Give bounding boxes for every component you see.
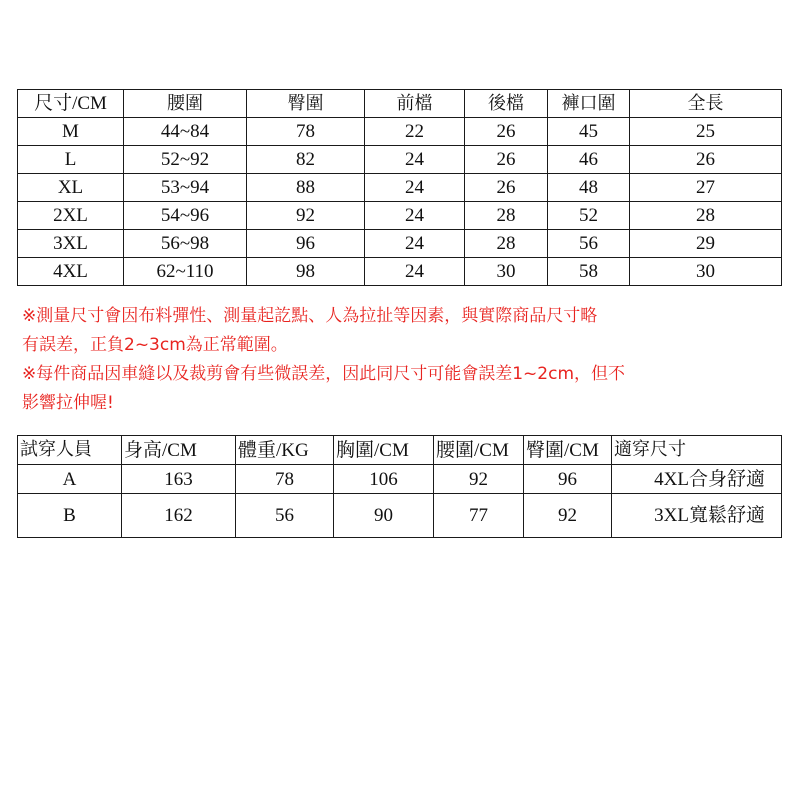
header-front-rise: 前檔 [365,90,465,118]
note-line: 有誤差，正負2~3cm為正常範圍。 [22,335,288,355]
back-rise-cell: 26 [465,118,548,146]
waist-cell: 77 [434,494,524,538]
header-back-rise: 後檔 [465,90,548,118]
back-rise-cell: 30 [465,258,548,286]
hip-cell: 96 [247,230,365,258]
front-rise-cell: 24 [365,258,465,286]
hip-cell: 82 [247,146,365,174]
trial-fit-table [17,435,782,538]
size-cell: L [18,146,124,174]
tester-cell: A [18,465,122,494]
size-chart-table [17,89,782,286]
header-height: 身高/CM [122,436,236,465]
table-row [18,465,782,494]
total-length-cell: 26 [630,146,782,174]
fit-size-cell: 4XL合身舒適 [612,465,782,494]
header-chest: 胸圍/CM [334,436,434,465]
back-rise-cell: 28 [465,202,548,230]
header-tester: 試穿人員 [18,436,122,465]
back-rise-cell: 26 [465,146,548,174]
tester-cell: B [18,494,122,538]
front-rise-cell: 24 [365,174,465,202]
height-cell: 162 [122,494,236,538]
front-rise-cell: 24 [365,146,465,174]
table-row [18,258,782,286]
chest-cell: 106 [334,465,434,494]
header-hip: 臀圍 [247,90,365,118]
weight-cell: 56 [236,494,334,538]
hip-cell: 96 [524,465,612,494]
waist-cell: 92 [434,465,524,494]
total-length-cell: 29 [630,230,782,258]
weight-cell: 78 [236,465,334,494]
leg-opening-cell: 56 [548,230,630,258]
table-row [18,118,782,146]
trial-header-row [18,436,782,465]
header-waist-cm: 腰圍/CM [434,436,524,465]
hip-cell: 78 [247,118,365,146]
hip-cell: 98 [247,258,365,286]
total-length-cell: 25 [630,118,782,146]
leg-opening-cell: 52 [548,202,630,230]
note-line: ※測量尺寸會因布料彈性、測量起訖點、人為拉扯等因素，與實際商品尺寸略 [22,306,598,326]
table-row [18,494,782,538]
header-waist: 腰圍 [124,90,247,118]
front-rise-cell: 24 [365,230,465,258]
note-line: ※每件商品因車縫以及裁剪會有些微誤差，因此同尺寸可能會誤差1~2cm，但不 [22,364,626,384]
total-length-cell: 27 [630,174,782,202]
leg-opening-cell: 48 [548,174,630,202]
waist-cell: 52~92 [124,146,247,174]
header-leg-opening: 褲口圍 [548,90,630,118]
waist-cell: 56~98 [124,230,247,258]
size-chart-header-row [18,90,782,118]
size-cell: M [18,118,124,146]
leg-opening-cell: 58 [548,258,630,286]
leg-opening-cell: 45 [548,118,630,146]
back-rise-cell: 28 [465,230,548,258]
hip-cell: 92 [524,494,612,538]
note-line: 影響拉伸喔! [22,393,114,413]
header-total-length: 全長 [630,90,782,118]
total-length-cell: 28 [630,202,782,230]
height-cell: 163 [122,465,236,494]
table-row [18,146,782,174]
header-fit-size: 適穿尺寸 [612,436,782,465]
front-rise-cell: 24 [365,202,465,230]
front-rise-cell: 22 [365,118,465,146]
waist-cell: 44~84 [124,118,247,146]
header-weight: 體重/KG [236,436,334,465]
fit-size-cell: 3XL寬鬆舒適 [612,494,782,538]
header-hip-cm: 臀圍/CM [524,436,612,465]
back-rise-cell: 26 [465,174,548,202]
waist-cell: 53~94 [124,174,247,202]
table-row [18,202,782,230]
size-cell: 3XL [18,230,124,258]
leg-opening-cell: 46 [548,146,630,174]
hip-cell: 88 [247,174,365,202]
hip-cell: 92 [247,202,365,230]
table-row [18,230,782,258]
waist-cell: 54~96 [124,202,247,230]
chest-cell: 90 [334,494,434,538]
header-size-cm: 尺寸/CM [18,90,124,118]
waist-cell: 62~110 [124,258,247,286]
size-cell: 2XL [18,202,124,230]
total-length-cell: 30 [630,258,782,286]
size-cell: 4XL [18,258,124,286]
table-row [18,174,782,202]
size-cell: XL [18,174,124,202]
measurement-notes [22,302,782,418]
